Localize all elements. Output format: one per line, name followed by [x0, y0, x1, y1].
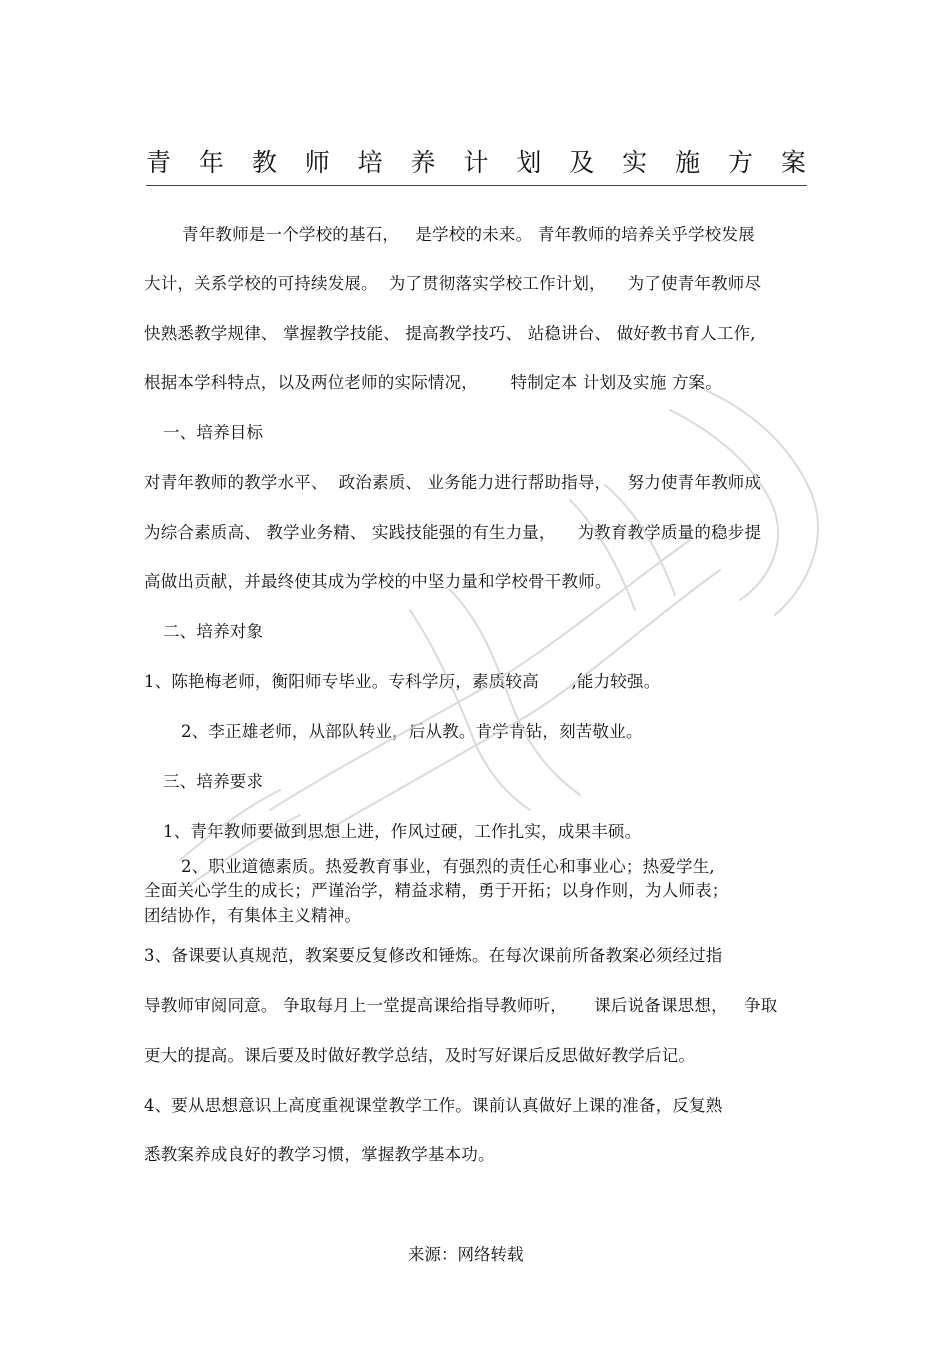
title-char: 师 [304, 148, 330, 177]
list-item: 3、备课要认真规范，教案要反复修改和锤炼。在每次课前所备教案必须经过指 [144, 946, 723, 965]
title-char: 养 [410, 148, 436, 177]
watermark-outline-graphic [150, 340, 910, 900]
title-char: 实 [622, 148, 648, 177]
title-char: 培 [357, 148, 383, 177]
list-item: 1、陈艳梅老师，衡阳师专毕业。专科学历，素质较高 ,能力较强。 [144, 672, 661, 691]
section-heading-targets: 二、培养对象 [163, 622, 264, 641]
title-char: 教 [251, 148, 277, 177]
paragraph-line: 为综合素质高、 教学业务精、 实践技能强的有生力量， 为教育教学质量的稳步提 [144, 523, 762, 542]
title-char: 方 [727, 148, 753, 177]
section-heading-requirements: 三、培养要求 [163, 772, 264, 791]
list-item: 1、青年教师要做到思想上进，作风过硬，工作扎实，成果丰硕。 [163, 822, 642, 841]
paragraph-line: 根据本学科特点，以及两位老师的实际情况， 特制定本 计划及实施 方案。 [144, 373, 722, 392]
list-item: 2、职业道德素质。热爱教育事业，有强烈的责任心和事业心；热爱学生, [181, 857, 715, 876]
paragraph-line: 导教师审阅同意。 争取每月上一堂提高课给指导教师听， 课后说备课思想， 争取 [144, 996, 778, 1015]
paragraph-line: 快熟悉教学规律、 掌握教学技能、 提高教学技巧、 站稳讲台、 做好教书育人工作, [144, 324, 756, 343]
list-item: 4、要从思想意识上高度重视课堂教学工作。课前认真做好上课的准备，反复熟 [144, 1096, 723, 1115]
section-heading-goals: 一、培养目标 [163, 423, 264, 442]
title-char: 施 [675, 148, 701, 177]
document-title [146, 146, 806, 180]
title-char: 年 [198, 148, 224, 177]
title-char: 计 [463, 148, 489, 177]
paragraph-line: 大计，关系学校的可持续发展。 为了贯彻落实学校工作计划， 为了使青年教师尽 [144, 274, 762, 293]
title-char: 案 [780, 148, 806, 177]
paragraph-line: 全面关心学生的成长；严谨治学，精益求精，勇于开拓；以身作则，为人师表； [144, 881, 729, 900]
list-item: 2、李正雄老师，从部队转业，后从教。肯学肯钻，刻苦敬业。 [181, 722, 643, 741]
paragraph-line: 悉教案养成良好的教学习惯，掌握教学基本功。 [144, 1145, 495, 1164]
title-char: 青 [146, 148, 172, 177]
title-underline [146, 185, 807, 186]
paragraph-line: 团结协作，有集体主义精神。 [144, 906, 362, 925]
title-char: 及 [569, 148, 595, 177]
paragraph-line: 更大的提高。课后要及时做好教学总结，及时写好课后反思做好教学后记。 [144, 1046, 696, 1065]
paragraph-line: 对青年教师的教学水平、 政治素质、 业务能力进行帮助指导， 努力使青年教师成 [144, 473, 762, 492]
source-footer: 来源：网络转载 [408, 1245, 524, 1264]
paragraph-line: 高做出贡献，并最终使其成为学校的中坚力量和学校骨干教师。 [144, 572, 612, 591]
title-char: 划 [516, 148, 542, 177]
paragraph-line: 青年教师是一个学校的基石， 是学校的未来。 青年教师的培养关乎学校发展 [182, 225, 755, 244]
